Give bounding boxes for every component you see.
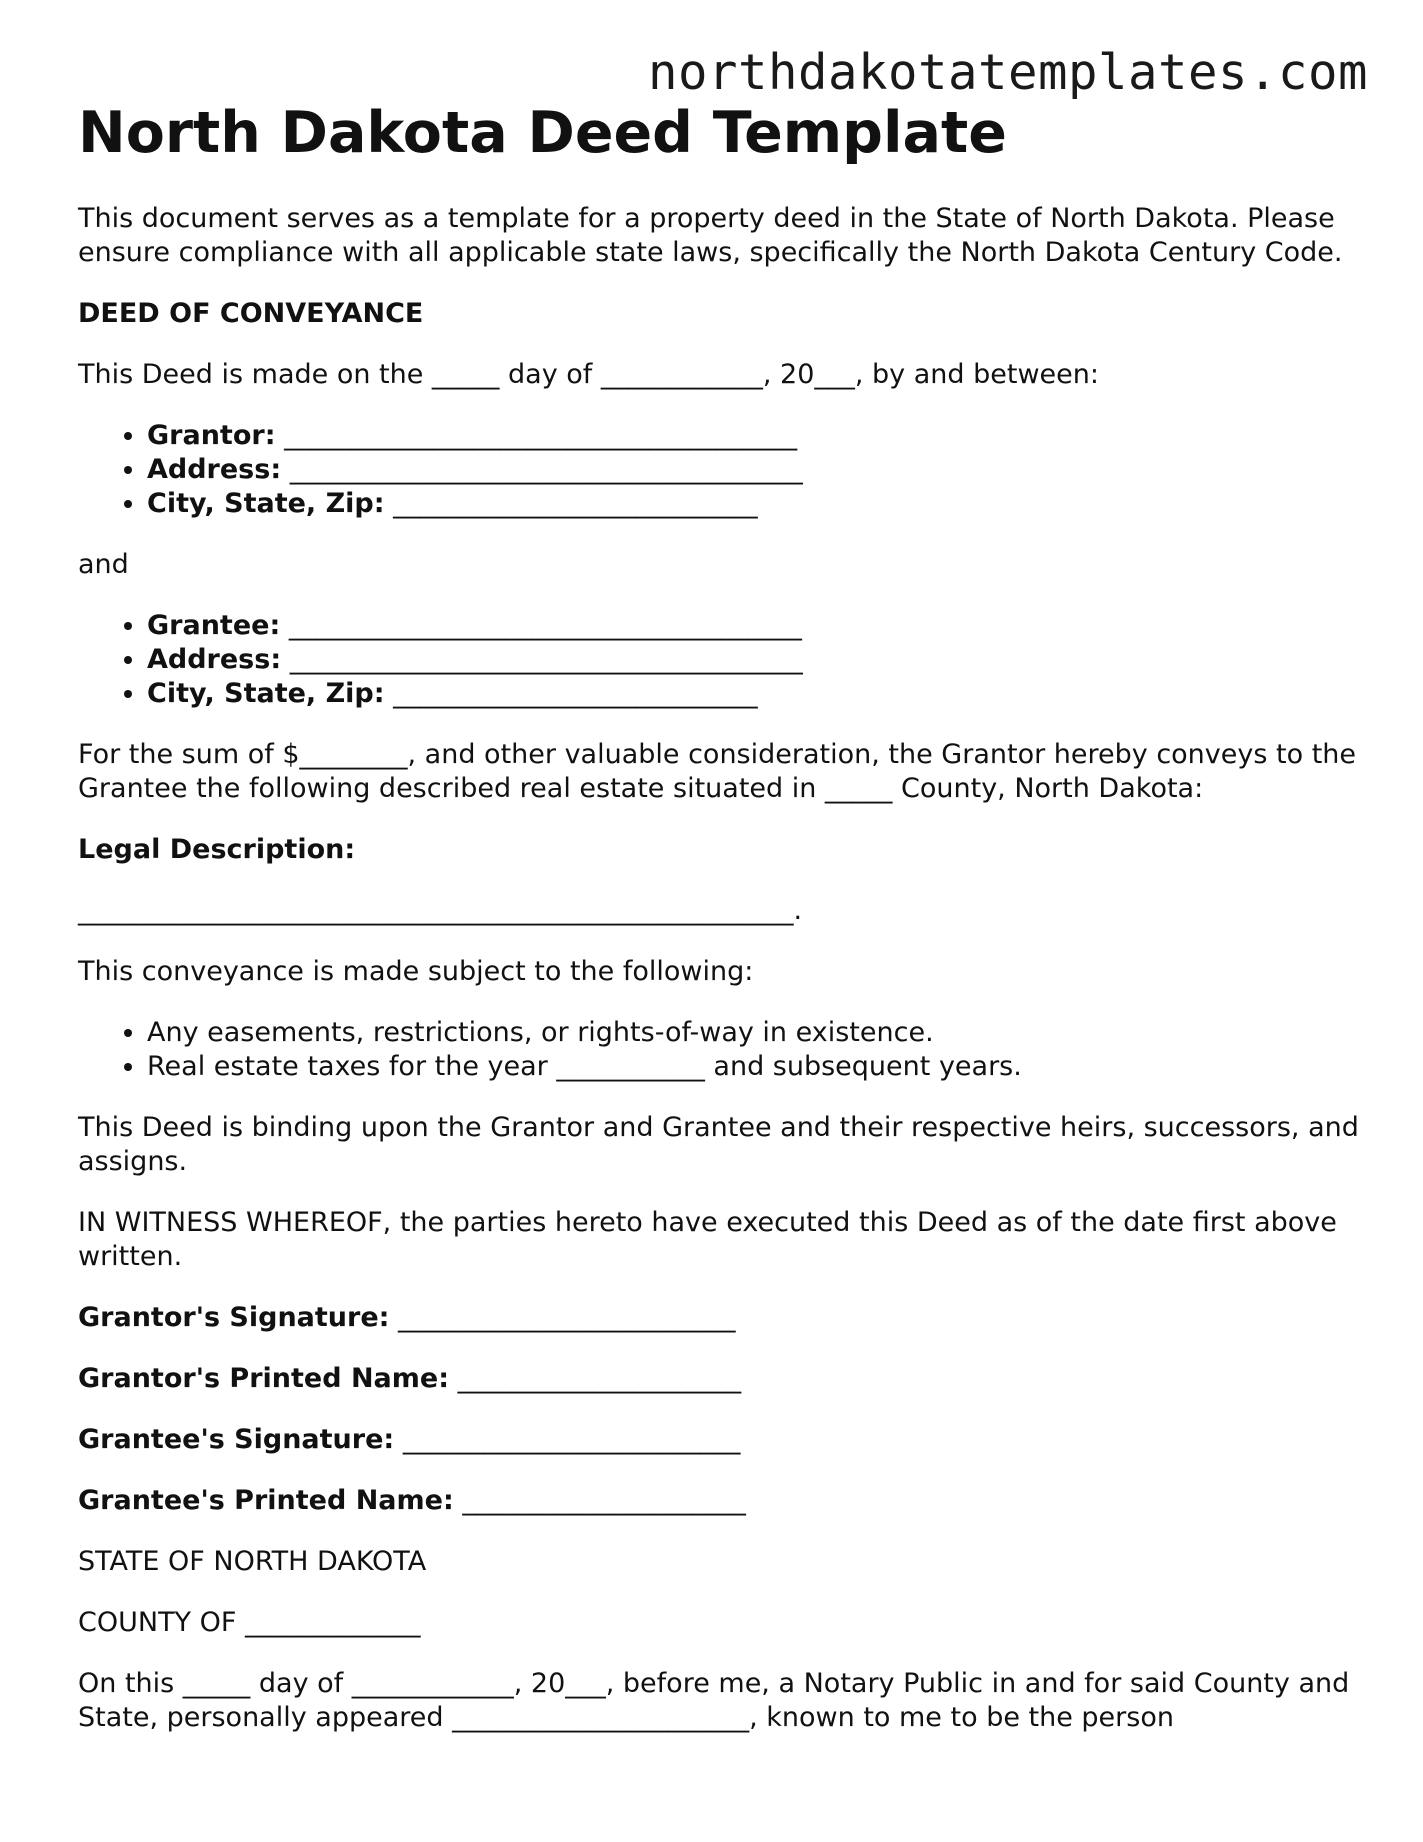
- grantor-name-blank: ______________________________________: [284, 420, 798, 451]
- grantor-printed-name-line: [78, 1362, 1368, 1396]
- made-on-paragraph: This Deed is made on the _____ day of ____________, 20___, by and between:: [78, 359, 1099, 390]
- watermark: northdakotatemplates.com: [647, 44, 1368, 101]
- grantee-name-blank: ______________________________________: [288, 610, 802, 641]
- grantor-printed-name-label: Grantor's Printed Name:: [78, 1363, 450, 1394]
- legal-description-label: Legal Description:: [78, 834, 356, 865]
- legal-description-blank: _____________________________________________________.: [78, 895, 803, 926]
- grantor-signature-label: Grantor's Signature:: [78, 1302, 390, 1333]
- document-body: [78, 202, 1368, 1762]
- grantee-list: [78, 609, 1368, 711]
- condition-item: • Any easements, restrictions, or rights-of-way in existence.: [147, 1016, 1368, 1050]
- grantor-address-blank: ______________________________________: [289, 454, 803, 485]
- grantee-signature-blank: _________________________: [402, 1424, 741, 1455]
- grantor-city-blank: ___________________________: [393, 488, 758, 519]
- grantee-signature-label: Grantee's Signature:: [78, 1424, 395, 1455]
- grantee-address-blank: ______________________________________: [289, 644, 803, 675]
- grantee-printed-name-line: [78, 1484, 1368, 1518]
- grantee-address-label: Address:: [147, 644, 282, 675]
- conditions-list: [78, 1016, 1368, 1084]
- grantor-list: [78, 419, 1368, 521]
- grantor-signature-line: [78, 1301, 1368, 1335]
- notary-paragraph: On this _____ day of ____________, 20___, before me, a Notary Public in and for said County and State, personally appeared ______________________, known to me to be the person: [78, 1668, 1350, 1733]
- grantee-printed-name-label: Grantee's Printed Name:: [78, 1485, 454, 1516]
- and-text: and: [78, 549, 129, 580]
- grantor-city-label: City, State, Zip:: [147, 488, 385, 519]
- intro-paragraph: This document serves as a template for a property deed in the State of North Dakota. Please ensure compliance with all applicable state laws, specifically the North Dakota Century Code.: [78, 203, 1343, 268]
- grantee-name-label: Grantee:: [147, 610, 281, 641]
- grantee-city-item: [147, 677, 1368, 711]
- section-heading: DEED OF CONVEYANCE: [78, 298, 424, 329]
- county-line: COUNTY OF _____________: [78, 1607, 421, 1638]
- grantor-printed-name-blank: _____________________: [457, 1363, 742, 1394]
- grantor-name-label: Grantor:: [147, 420, 276, 451]
- grantee-name-item: [147, 609, 1368, 643]
- state-line: STATE OF NORTH DAKOTA: [78, 1546, 427, 1577]
- grantor-name-item: [147, 419, 1368, 453]
- witness-paragraph: IN WITNESS WHEREOF, the parties hereto have executed this Deed as of the date first above written.: [78, 1207, 1337, 1272]
- grantor-address-label: Address:: [147, 454, 282, 485]
- grantor-signature-blank: _________________________: [398, 1302, 736, 1333]
- grantee-printed-name-blank: _____________________: [462, 1485, 746, 1516]
- grantee-city-label: City, State, Zip:: [147, 678, 385, 709]
- subject-to-paragraph: This conveyance is made subject to the following:: [78, 956, 754, 987]
- grantor-city-item: [147, 487, 1368, 521]
- grantor-address-item: [147, 453, 1368, 487]
- grantee-address-item: [147, 643, 1368, 677]
- grantee-signature-line: [78, 1423, 1368, 1457]
- condition-item: • Real estate taxes for the year ___________ and subsequent years.: [147, 1050, 1368, 1084]
- consideration-paragraph: For the sum of $________, and other valuable consideration, the Grantor hereby conveys to the Grantee the following described real estate situated in _____ County, North Dakota:: [78, 739, 1357, 804]
- page-title: North Dakota Deed Template: [78, 100, 1007, 166]
- grantee-city-blank: ___________________________: [393, 678, 758, 709]
- binding-paragraph: This Deed is binding upon the Grantor and Grantee and their respective heirs, successors, and assigns.: [78, 1112, 1359, 1177]
